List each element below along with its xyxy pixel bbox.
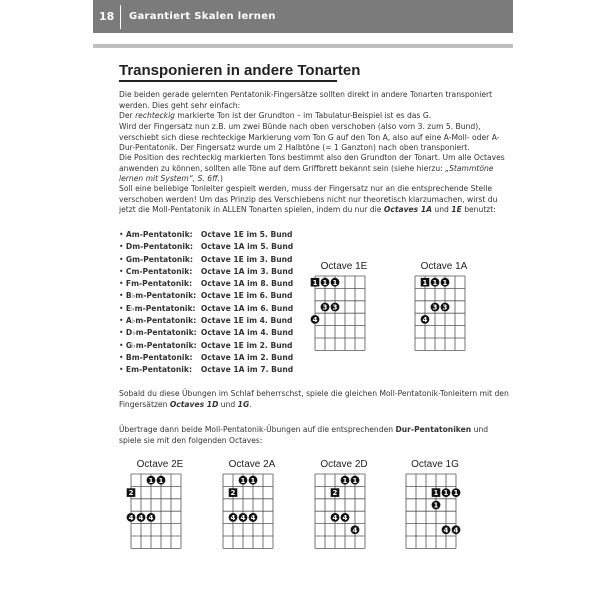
paragraph-major-text-a: Übertrage dann beide Moll-Pentatonik-Übungen auf die entsprechenden: [119, 425, 396, 434]
scale-octave: Octave 1E im 5. Bund: [200, 230, 293, 239]
paragraph-practice: [119, 389, 511, 410]
finger-number: 1: [352, 476, 358, 485]
scale-list: [119, 230, 293, 378]
scale-name: B♭m-Pentatonik:: [125, 291, 197, 301]
paragraph-major-emphasis: Dur-Pentatoniken: [395, 425, 472, 434]
finger-number: 2: [128, 489, 134, 498]
scale-octave: Octave 1A im 8. Bund: [200, 279, 294, 289]
scale-name: G♭m-Pentatonik:: [125, 340, 197, 350]
finger-number: 4: [312, 315, 318, 324]
finger-number: 1: [442, 278, 448, 287]
paragraph-shift: [119, 122, 511, 154]
finger-number: 3: [442, 303, 448, 312]
finger-number: 4: [148, 513, 154, 522]
list-item: • Fm-Pentatonik: Octave 1A im 8. Bund: [119, 279, 294, 289]
finger-number: 3: [322, 303, 328, 312]
finger-number: 2: [332, 489, 338, 498]
paragraph-intro: [119, 90, 511, 111]
finger-number: 4: [443, 526, 449, 535]
finger-number: 3: [332, 303, 338, 312]
finger-number: 4: [250, 513, 256, 522]
paragraph-position: [119, 153, 511, 185]
scale-name: E♭m-Pentatonik:: [125, 303, 196, 313]
scale-name: Fm-Pentatonik:: [125, 279, 192, 289]
diagram-title: Octave 1A: [420, 261, 468, 272]
diagram-title: Octave 2E: [136, 459, 184, 470]
diagram-title: Octave 2D: [320, 459, 368, 470]
paragraph-shift-text: Wird der Fingersatz nun z.B. um zwei Bünde nach oben verschoben (also vom 3. zum 5. Bund), verschiebt sich diese rechteckige Markierung vom Ton G auf den Ton A, also auf eine A-Moll- oder A-Dur-Pentatonik. Der Fingersatz wurde um 2 Halbtöne (= 1 Ganzton) nach oben transponiert.: [119, 122, 500, 152]
paragraph-practice-octave-1g: 1G: [237, 399, 250, 409]
paragraph-transpose-text-a: Soll eine beliebige Tonleiter gespielt werden, muss der Fingersatz nur an die entsprechende Stelle verschoben werden! Um das Prinzip des Verschiebens nicht nur theoretisch klarzumachen, wirst du jetzt die Moll-Pentatonik in ALLEN Tonarten spielen, indem du nur die: [119, 184, 498, 214]
header-title: Garantiert Skalen lernen: [129, 11, 276, 22]
finger-number: 1: [312, 278, 318, 287]
list-item: • G♭m-Pentatonik: Octave 1E im 2. Bund: [119, 340, 293, 350]
paragraph-transpose-octave-1e: 1E: [451, 205, 462, 214]
paragraph-practice-octave-1d: Octaves 1D: [169, 399, 219, 409]
finger-number: 4: [342, 513, 348, 522]
scale-name: Dm-Pentatonik:: [125, 242, 194, 252]
finger-number: 1: [332, 278, 338, 287]
diagram-title: Octave 1G: [411, 459, 459, 470]
paragraph-practice-text-b: und: [218, 399, 238, 409]
scale-octave: Octave 1A im 2. Bund: [200, 352, 294, 362]
list-item: • Em-Pentatonik: Octave 1A im 7. Bund: [119, 365, 294, 375]
fretboard: [405, 473, 457, 549]
finger-number: 1: [453, 489, 459, 498]
scale-octave: Octave 1E im 6. Bund: [200, 291, 293, 301]
list-item: • Am-Pentatonik: Octave 1E im 5. Bund: [119, 230, 293, 239]
finger-number: 2: [230, 489, 236, 498]
list-item: • E♭m-Pentatonik: Octave 1A im 6. Bund: [119, 303, 294, 313]
finger-number: 1: [432, 278, 438, 287]
list-item: • Cm-Pentatonik: Octave 1A im 3. Bund: [119, 266, 294, 276]
scale-name: Gm-Pentatonik:: [125, 254, 194, 264]
scale-name: D♭m-Pentatonik:: [125, 328, 197, 338]
finger-number: 4: [332, 513, 338, 522]
list-item: • A♭m-Pentatonik: Octave 1E im 4. Bund: [119, 316, 293, 326]
paragraph-root-text-a: Der: [119, 111, 136, 120]
scale-name: Bm-Pentatonik:: [125, 352, 193, 362]
header-rule: [93, 44, 513, 48]
paragraph-root: [119, 111, 511, 122]
finger-number: 4: [453, 526, 459, 535]
finger-number: 1: [433, 501, 439, 510]
fretboard: [314, 473, 366, 549]
finger-number: 1: [342, 476, 348, 485]
page-number: 18: [99, 10, 115, 23]
fretboard: [414, 275, 466, 351]
finger-number: 1: [433, 489, 439, 498]
diagram-title: Octave 2A: [228, 459, 276, 470]
list-item: • B♭m-Pentatonik: Octave 1E im 6. Bund: [119, 291, 293, 301]
finger-number: 1: [240, 476, 246, 485]
scale-octave: Octave 1A im 4. Bund: [200, 328, 294, 338]
header-separator: [120, 5, 121, 29]
diagram-title: Octave 1E: [320, 261, 368, 272]
paragraph-transpose: [119, 184, 511, 216]
finger-number: 4: [352, 526, 358, 535]
list-item: • Bm-Pentatonik: Octave 1A im 2. Bund: [119, 352, 294, 362]
scale-name: Am-Pentatonik:: [125, 230, 193, 239]
finger-number: 4: [422, 315, 428, 324]
finger-number: 4: [230, 513, 236, 522]
finger-number: 1: [158, 476, 164, 485]
paragraph-major-text-b: und spiele sie mit den folgenden Octaves:: [119, 425, 489, 445]
paragraph-practice-text-a: Sobald du diese Übungen im Schlaf beherrschst, spiele die gleichen Moll-Pentatonik-Tonleitern mit den Fingersätzen: [119, 389, 509, 409]
fretboard: [130, 473, 182, 549]
finger-number: 4: [240, 513, 246, 522]
scale-octave: Octave 1A im 3. Bund: [200, 266, 294, 276]
list-item: • D♭m-Pentatonik: Octave 1A im 4. Bund: [119, 328, 294, 338]
paragraph-position-reference: „Stammtöne lernen mit System“, S. 6ff.: [119, 163, 494, 183]
finger-number: 1: [422, 278, 428, 287]
heading-underline: [119, 80, 337, 82]
paragraph-position-text-a: Die Position des rechteckig markierten Tons bestimmt also den Grundton der Tonart. Um alle Octaves anwenden zu können, sollten alle Töne auf dem Griffbrett bekannt sein (siehe hierzu:: [119, 153, 505, 173]
fretboard: [222, 473, 274, 549]
list-item: • Gm-Pentatonik: Octave 1E im 3. Bund: [119, 254, 293, 264]
paragraph-transpose-octave-1a: Octaves 1A: [383, 205, 433, 214]
scale-octave: Octave 1E im 3. Bund: [200, 254, 293, 264]
finger-number: 3: [432, 303, 438, 312]
paragraph-transpose-text-c: benutzt:: [461, 205, 496, 214]
paragraph-major: [119, 425, 511, 446]
section-heading: Transponieren in andere Tonarten: [119, 62, 361, 79]
list-item: • Dm-Pentatonik: Octave 1A im 5. Bund: [119, 242, 294, 252]
scale-name: Cm-Pentatonik:: [125, 266, 193, 276]
paragraph-transpose-text-b: und: [432, 205, 452, 214]
scale-name: Em-Pentatonik:: [125, 365, 192, 375]
paragraph-position-text-b: ): [219, 174, 223, 183]
fretboard: [314, 275, 366, 351]
finger-number: 4: [138, 513, 144, 522]
page-header: [93, 0, 513, 33]
scale-octave: Octave 1A im 7. Bund: [200, 365, 294, 375]
scale-name: A♭m-Pentatonik:: [125, 316, 197, 326]
scale-octave: Octave 1A im 6. Bund: [200, 303, 294, 313]
scale-octave: Octave 1A im 5. Bund: [200, 242, 294, 252]
finger-number: 1: [148, 476, 154, 485]
scale-octave: Octave 1E im 4. Bund: [200, 316, 293, 326]
finger-number: 1: [322, 278, 328, 287]
paragraph-practice-text-c: .: [249, 399, 252, 409]
finger-number: 1: [443, 489, 449, 498]
scale-octave: Octave 1E im 2. Bund: [200, 340, 293, 350]
paragraph-root-emphasis: rechteckig: [135, 111, 175, 120]
paragraph-root-text-b: markierte Ton ist der Grundton – im Tabulatur-Beispiel ist es das G.: [175, 111, 432, 120]
finger-number: 1: [250, 476, 256, 485]
paragraph-intro-text: Die beiden gerade gelernten Pentatonik-Fingersätze sollten direkt in andere Tonarten transponiert werden. Dies geht sehr einfach:: [119, 90, 493, 110]
finger-number: 4: [128, 513, 134, 522]
